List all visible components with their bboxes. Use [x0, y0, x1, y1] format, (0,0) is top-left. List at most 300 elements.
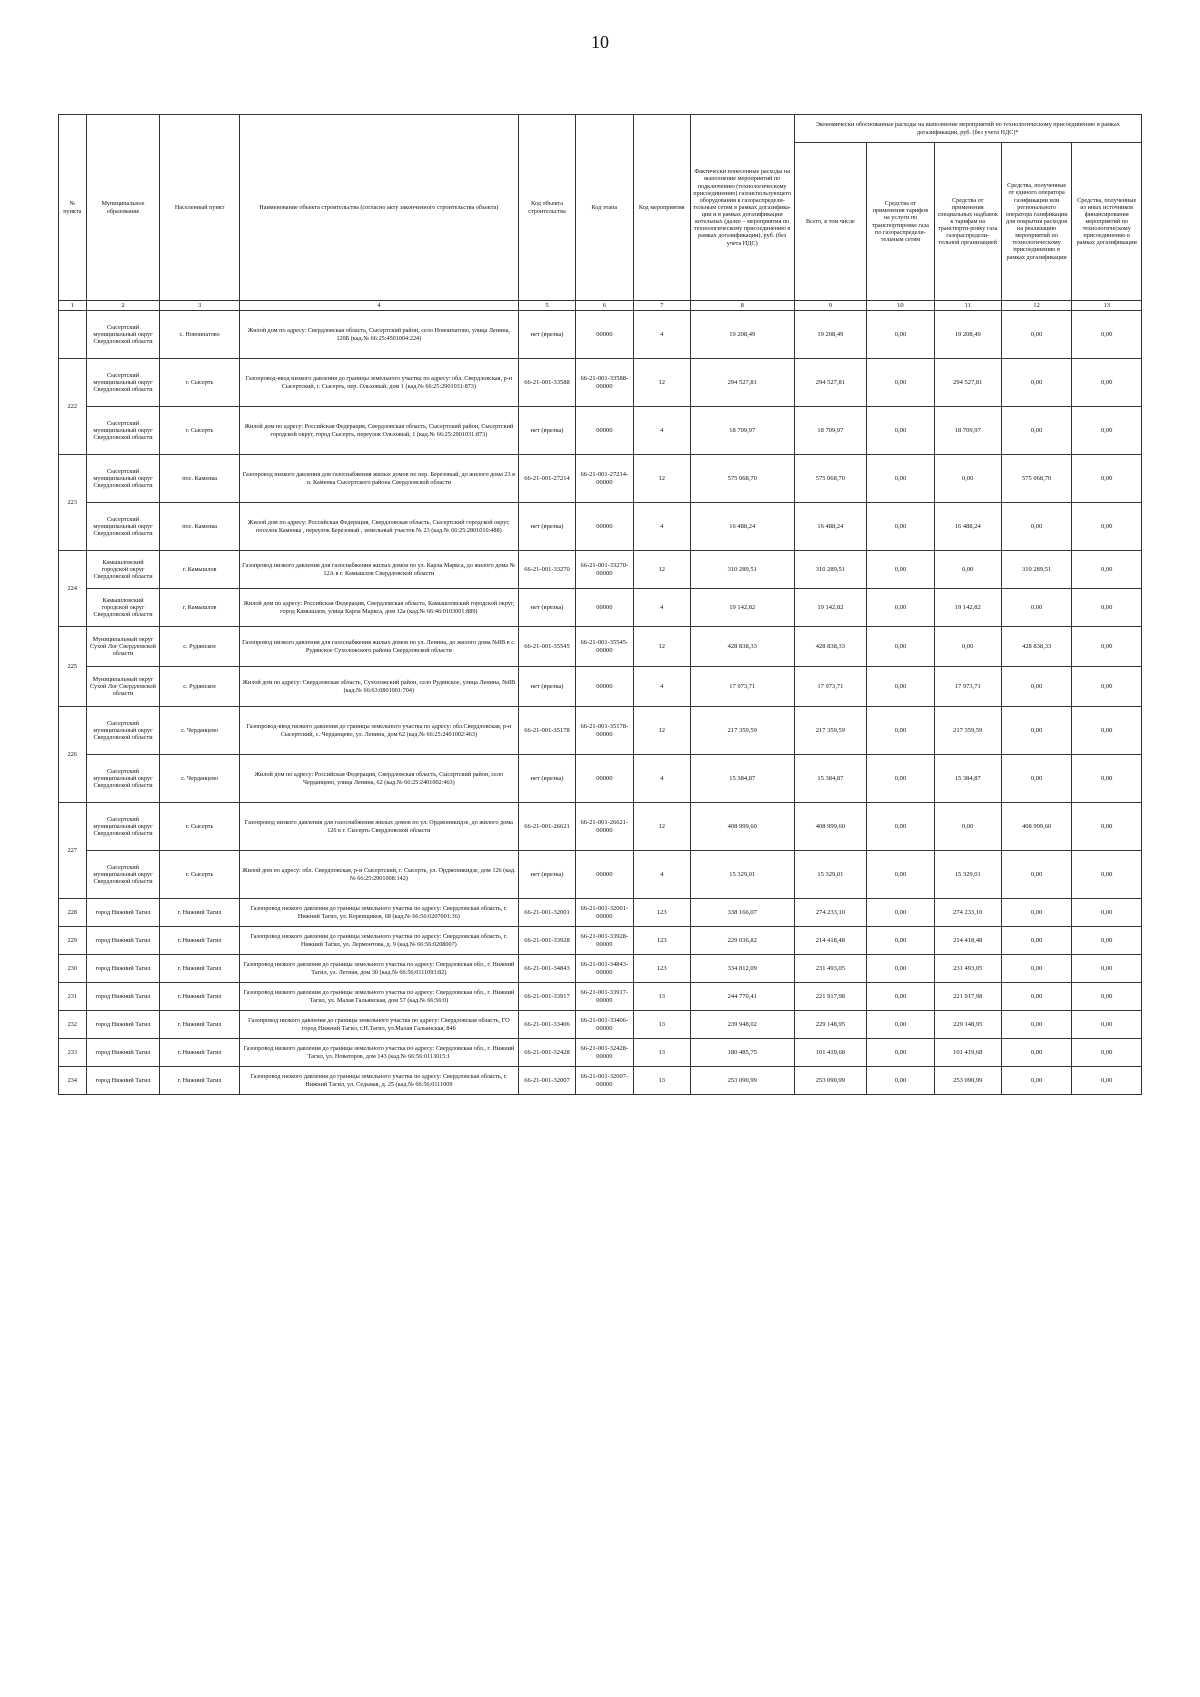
table-row: [59, 311, 1142, 359]
cell-v8: 428 838,33: [690, 627, 794, 667]
table-row: [59, 955, 1142, 983]
cell-v10: 0,00: [867, 311, 934, 359]
header-economic-group: Экономически обоснованные расходы на выполнение мероприятий по технологическому присоединению в рамках догазификации, руб. (без учета НДС)*: [794, 115, 1141, 143]
cell-ac: 123: [633, 899, 690, 927]
table-row: [59, 667, 1142, 707]
colnum: 6: [576, 301, 633, 311]
cell-v10: 0,00: [867, 899, 934, 927]
cell-obj: Газопровод низкого давления для газоснабжения жилых домов по ул. Карла Маркса, до жилого дома № 12А в г. Камышлов Свердловской области: [239, 551, 518, 589]
cell-v10: 0,00: [867, 983, 934, 1011]
row-number: 230: [59, 955, 87, 983]
cell-v12: 0,00: [1001, 899, 1072, 927]
cell-mun: Сысертский муниципальный округ Свердловской области: [86, 503, 160, 551]
cell-mun: Сысертский муниципальный округ Свердловской области: [86, 407, 160, 455]
cell-mun: Камышловский городской округ Свердловской области: [86, 589, 160, 627]
cell-v12: 428 838,33: [1001, 627, 1072, 667]
cell-set: г. Сысерть: [160, 359, 239, 407]
cell-v10: 0,00: [867, 707, 934, 755]
cell-ac: 4: [633, 755, 690, 803]
cell-ac: 13: [633, 1039, 690, 1067]
colnum: 7: [633, 301, 690, 311]
cell-ac: 4: [633, 311, 690, 359]
cell-v8: 19 142,82: [690, 589, 794, 627]
cell-oc: нет (врезка): [518, 851, 575, 899]
cell-v11: 19 142,82: [934, 589, 1001, 627]
cell-v9: 19 208,49: [794, 311, 867, 359]
row-number: 229: [59, 927, 87, 955]
cell-obj: Газопровод низкого давления до границы земельного участка по адресу: Свердловская область, г. Нижний Тагил, ул. Седьмая, д. 25 (кад.№ 66:56:0111009: [239, 1067, 518, 1095]
cell-sc: 00000: [576, 311, 633, 359]
cell-mun: Сысертский муниципальный округ Свердловской области: [86, 755, 160, 803]
cell-ac: 12: [633, 707, 690, 755]
cell-v8: 408 999,60: [690, 803, 794, 851]
colnum: 11: [934, 301, 1001, 311]
cell-v13: 0,00: [1072, 1039, 1142, 1067]
cell-ac: 13: [633, 1011, 690, 1039]
cell-set: с. Черданцево: [160, 755, 239, 803]
cell-v12: 0,00: [1001, 407, 1072, 455]
row-number: 225: [59, 627, 87, 707]
cell-v9: 231 493,05: [794, 955, 867, 983]
cell-mun: город Нижний Тагил: [86, 1039, 160, 1067]
table-row: [59, 1039, 1142, 1067]
cell-v10: 0,00: [867, 589, 934, 627]
cell-obj: Газопровод низкого давления для газоснабжения жилых домов по ул. Ленина, до жилого дома №8В в с. Рудянское Сухоложского района Свердловской области: [239, 627, 518, 667]
table-row: [59, 927, 1142, 955]
cell-sc: 00000: [576, 755, 633, 803]
cell-set: с. Черданцево: [160, 707, 239, 755]
cell-sc: 66-21-001-33270-00000: [576, 551, 633, 589]
cell-v12: 0,00: [1001, 503, 1072, 551]
table-row: [59, 551, 1142, 589]
cell-obj: Жилой дом по адресу: обл. Свердловская, р-н Сысертский, г. Сысерть, ул. Орджоникидзе, дом 126 (кад.№ 66:25:2901008:142): [239, 851, 518, 899]
cell-set: г. Сысерть: [160, 407, 239, 455]
cell-v11: 19 208,49: [934, 311, 1001, 359]
cell-v12: 0,00: [1001, 667, 1072, 707]
cell-v11: 0,00: [934, 551, 1001, 589]
header-activity-code: Код мероприятия: [633, 115, 690, 301]
cell-v8: 15 384,87: [690, 755, 794, 803]
cell-ac: 12: [633, 551, 690, 589]
cell-ac: 4: [633, 851, 690, 899]
cell-obj: Газопровод-ввод низкого давления до границы земельного участка по адресу: обл. Свердловская, р-н Сысертский, г. Сысерть, пер. Ольховый, дом 1 (кад.№ 66:25:2901031:873): [239, 359, 518, 407]
table-row: [59, 1011, 1142, 1039]
cell-v11: 0,00: [934, 455, 1001, 503]
cell-v8: 334 812,09: [690, 955, 794, 983]
table-row: [59, 899, 1142, 927]
cell-v12: 0,00: [1001, 983, 1072, 1011]
row-number: 223: [59, 455, 87, 551]
colnum: 2: [86, 301, 160, 311]
cell-set: г. Нижний Тагил: [160, 983, 239, 1011]
cell-v9: 17 973,71: [794, 667, 867, 707]
cell-v8: 575 068,70: [690, 455, 794, 503]
cell-v13: 0,00: [1072, 589, 1142, 627]
cell-oc: нет (врезка): [518, 667, 575, 707]
cell-v13: 0,00: [1072, 851, 1142, 899]
cell-v13: 0,00: [1072, 667, 1142, 707]
cell-oc: 66-21-001-32428: [518, 1039, 575, 1067]
cell-sc: 00000: [576, 667, 633, 707]
cell-oc: 66-21-001-35545: [518, 627, 575, 667]
table-row: [59, 359, 1142, 407]
cell-v8: 244 770,41: [690, 983, 794, 1011]
cell-oc: нет (врезка): [518, 755, 575, 803]
cell-obj: Газопровод низкого давления до границы земельного участка по адресу: Свердловская область, г. Нижний Тагил, ул. Лермонтова, д. 9 (кад.№ 66:56:0208007): [239, 927, 518, 955]
cell-v8: 180 485,75: [690, 1039, 794, 1067]
header-object: Наименование объекта строительства (согласно акту законченного строительства объекта): [239, 115, 518, 301]
row-number: 233: [59, 1039, 87, 1067]
cell-v9: 101 419,68: [794, 1039, 867, 1067]
cell-oc: 66-21-001-32001: [518, 899, 575, 927]
cell-sc: 66-21-001-33406-00000: [576, 1011, 633, 1039]
header-total: Всего, в том числе: [794, 143, 867, 301]
cell-v12: 408 999,60: [1001, 803, 1072, 851]
cell-v8: 338 166,07: [690, 899, 794, 927]
cell-v8: 16 488,24: [690, 503, 794, 551]
header-num: № пункта: [59, 115, 87, 301]
table-row: [59, 707, 1142, 755]
cell-v9: 310 289,51: [794, 551, 867, 589]
cell-obj: Газопровод-ввод низкого давления до границы земельного участка по адресу: обл.Свердловская, р-н Сысертский, с. Черданцево, ул. Ленина, дом 62 (кад.№ 66:25:2401002:463): [239, 707, 518, 755]
cell-v8: 239 948,02: [690, 1011, 794, 1039]
cell-v8: 294 527,81: [690, 359, 794, 407]
header-special-surcharge: Средства от применения специальных надбавок к тарифам на транспорти-ровку газа газораспредели-тельной организацией: [934, 143, 1001, 301]
column-number-row: [59, 301, 1142, 311]
cell-v9: 19 142,82: [794, 589, 867, 627]
cell-v12: 575 068,70: [1001, 455, 1072, 503]
cell-v9: 229 148,95: [794, 1011, 867, 1039]
cell-ac: 4: [633, 589, 690, 627]
cell-v11: 101 419,68: [934, 1039, 1001, 1067]
cell-v11: 229 148,95: [934, 1011, 1001, 1039]
table-row: [59, 983, 1142, 1011]
cell-v11: 17 973,71: [934, 667, 1001, 707]
cell-v10: 0,00: [867, 1067, 934, 1095]
cell-v11: 221 917,98: [934, 983, 1001, 1011]
cell-v11: 15 329,01: [934, 851, 1001, 899]
cell-sc: 00000: [576, 589, 633, 627]
cell-v8: 18 709,97: [690, 407, 794, 455]
row-number: [59, 311, 87, 359]
table-row: [59, 851, 1142, 899]
header-object-code: Код объекта строительства: [518, 115, 575, 301]
cell-obj: Жилой дом по адресу: Свердловская область, Сысертский район, село Новоипатово, улица Ленина, 120Б (кад.№ 66:25:4501004:224): [239, 311, 518, 359]
cell-v9: 18 709,97: [794, 407, 867, 455]
cell-v10: 0,00: [867, 551, 934, 589]
cell-v13: 0,00: [1072, 503, 1142, 551]
cell-v11: 18 709,97: [934, 407, 1001, 455]
cell-v11: 214 418,48: [934, 927, 1001, 955]
cell-v10: 0,00: [867, 1011, 934, 1039]
cell-sc: 00000: [576, 407, 633, 455]
cell-v10: 0,00: [867, 407, 934, 455]
cell-v9: 15 329,01: [794, 851, 867, 899]
row-number: 232: [59, 1011, 87, 1039]
cell-v12: 0,00: [1001, 589, 1072, 627]
cell-v9: 253 090,99: [794, 1067, 867, 1095]
cell-obj: Жилой дом по адресу: Российская Федерация, Свердловская область, Сысертский район, село Черданцево, улица Ленина, 62 (кад.№ 66:25:2401002:463): [239, 755, 518, 803]
cell-v11: 253 090,99: [934, 1067, 1001, 1095]
row-number: 228: [59, 899, 87, 927]
cell-mun: город Нижний Тагил: [86, 955, 160, 983]
cell-v9: 274 233,10: [794, 899, 867, 927]
row-number: 222: [59, 359, 87, 455]
cell-oc: 66-21-001-27214: [518, 455, 575, 503]
cell-oc: 66-21-001-33588: [518, 359, 575, 407]
cell-sc: 66-21-001-27214-00000: [576, 455, 633, 503]
colnum: 13: [1072, 301, 1142, 311]
header-other: Средства, полученные из иных источников финансирования мероприятий по технологическому присоединению в рамках догазификации: [1072, 143, 1142, 301]
cell-v10: 0,00: [867, 851, 934, 899]
cell-v10: 0,00: [867, 955, 934, 983]
cell-mun: город Нижний Тагил: [86, 1011, 160, 1039]
cell-sc: 66-21-001-33928-00000: [576, 927, 633, 955]
table-row: [59, 455, 1142, 503]
cell-v11: 0,00: [934, 803, 1001, 851]
cell-v11: 274 233,10: [934, 899, 1001, 927]
cell-obj: Жилой дом по адресу: Российская Федерация, Свердловская область, Сысертский городской округ, поселок Каменка , переулок Березовый , земельный участок № 23 (кад.№ 66:25:2801010:488): [239, 503, 518, 551]
cell-ac: 12: [633, 627, 690, 667]
cell-v12: 0,00: [1001, 311, 1072, 359]
header-tariff-transport: Средства от применения тарифов на услуги по транспортировке газа по газораспредели-тельным сетям: [867, 143, 934, 301]
cell-v12: 0,00: [1001, 1067, 1072, 1095]
cell-obj: Жилой дом по адресу: Российская Федерация, Свердловская область, Сысертский район, Сысертский городской округ, город Сысерть, переулок Ольховый, 1 (кад.№ 66:25:2901031:873): [239, 407, 518, 455]
cell-obj: Газопровод низкого давления до границы земельного участка по адресу: Свердловская обл., г. Нижний Тагил, ул. Новаторов, дом 143 (кад.№ 66:56:0113015:1: [239, 1039, 518, 1067]
cell-v8: 310 289,51: [690, 551, 794, 589]
colnum: 12: [1001, 301, 1072, 311]
cell-v10: 0,00: [867, 455, 934, 503]
cell-v13: 0,00: [1072, 1011, 1142, 1039]
cell-v13: 0,00: [1072, 899, 1142, 927]
cell-v12: 0,00: [1001, 955, 1072, 983]
cell-v8: 19 208,49: [690, 311, 794, 359]
cell-v13: 0,00: [1072, 707, 1142, 755]
cell-oc: 66-21-001-33406: [518, 1011, 575, 1039]
cell-mun: Сысертский муниципальный округ Свердловской области: [86, 803, 160, 851]
colnum: 3: [160, 301, 239, 311]
page-number: 10: [591, 32, 609, 52]
cell-v10: 0,00: [867, 359, 934, 407]
cell-set: пос. Каменка: [160, 503, 239, 551]
cell-mun: Сысертский муниципальный округ Свердловской области: [86, 359, 160, 407]
colnum: 5: [518, 301, 575, 311]
cell-mun: город Нижний Тагил: [86, 899, 160, 927]
cell-oc: нет (врезка): [518, 589, 575, 627]
table-row: [59, 407, 1142, 455]
header-municipality: Муниципальное образование: [86, 115, 160, 301]
cell-set: г. Нижний Тагил: [160, 1011, 239, 1039]
cell-sc: 00000: [576, 503, 633, 551]
cell-obj: Газопровод низкого давления для газоснабжения жилых домов по ул. Орджоникидзе, до жилого дома 126 в г. Сысерть Свердловской области: [239, 803, 518, 851]
cell-ac: 12: [633, 359, 690, 407]
cell-mun: город Нижний Тагил: [86, 983, 160, 1011]
cell-v9: 408 999,60: [794, 803, 867, 851]
cell-sc: 66-21-001-33917-00000: [576, 983, 633, 1011]
cell-sc: 66-21-001-32007-00000: [576, 1067, 633, 1095]
row-number: 234: [59, 1067, 87, 1095]
cell-obj: Газопровод низкого давления для газоснабжения жилых домов по пер. Березовый, до жилого дома 23 в п. Каменка Сысертского района Свердловской области: [239, 455, 518, 503]
cell-sc: 66-21-001-32001-00000: [576, 899, 633, 927]
cell-obj: Газопровод низкого давления до границы земельного участка по адресу: Свердловская обл., г. Нижний Тагил, ул. Летная, дом 30 (кад.№ 66:56:0111093:82): [239, 955, 518, 983]
cell-v9: 217 359,59: [794, 707, 867, 755]
cell-set: г. Сысерть: [160, 803, 239, 851]
cell-mun: Камышловский городской округ Свердловской области: [86, 551, 160, 589]
cell-v8: 17 973,71: [690, 667, 794, 707]
cell-set: пос. Каменка: [160, 455, 239, 503]
cell-oc: 66-21-001-33917: [518, 983, 575, 1011]
cell-mun: Муниципальный округ Сухой Лог Свердловской области: [86, 667, 160, 707]
cell-v8: 253 090,99: [690, 1067, 794, 1095]
cell-ac: 4: [633, 503, 690, 551]
colnum: 8: [690, 301, 794, 311]
cell-oc: 66-21-001-33928: [518, 927, 575, 955]
cell-v11: 16 488,24: [934, 503, 1001, 551]
cell-set: г. Сысерть: [160, 851, 239, 899]
cell-v9: 214 418,48: [794, 927, 867, 955]
cell-v13: 0,00: [1072, 927, 1142, 955]
cell-set: г. Камышлов: [160, 551, 239, 589]
cell-oc: 66-21-001-26621: [518, 803, 575, 851]
table-body: [59, 311, 1142, 1095]
cell-v8: 217 359,59: [690, 707, 794, 755]
cell-v9: 16 488,24: [794, 503, 867, 551]
cell-ac: 123: [633, 927, 690, 955]
cell-v13: 0,00: [1072, 407, 1142, 455]
cell-v9: 294 527,81: [794, 359, 867, 407]
cell-ac: 123: [633, 955, 690, 983]
cell-oc: 66-21-001-34843: [518, 955, 575, 983]
cell-set: г. Нижний Тагил: [160, 955, 239, 983]
cell-ac: 13: [633, 983, 690, 1011]
cell-v13: 0,00: [1072, 955, 1142, 983]
colnum: 4: [239, 301, 518, 311]
cell-set: с. Рудянское: [160, 667, 239, 707]
cell-set: г. Нижний Тагил: [160, 927, 239, 955]
cell-sc: 66-21-001-26621-00000: [576, 803, 633, 851]
cell-v9: 221 917,98: [794, 983, 867, 1011]
cell-oc: нет (врезка): [518, 407, 575, 455]
cell-sc: 66-21-001-35545-00000: [576, 627, 633, 667]
cell-set: г. Камышлов: [160, 589, 239, 627]
cell-sc: 66-21-001-34843-00000: [576, 955, 633, 983]
cell-v13: 0,00: [1072, 983, 1142, 1011]
table-row: [59, 503, 1142, 551]
cell-v9: 15 384,87: [794, 755, 867, 803]
cell-sc: 66-21-001-35178-00000: [576, 707, 633, 755]
cell-v10: 0,00: [867, 627, 934, 667]
cell-obj: Газопровод низкого давления до границы земельного участка по адресу: Свердловская область, ГО город Нижний Тагил, г.Н.Тагил, ул.Малая Гальянская, 84б: [239, 1011, 518, 1039]
cell-obj: Газопровод низкого давления до границы земельного участка по адресу: Свердловская область, г. Нижний Тагил, ул. Коренщиков, 68 (кад.№ 66:56:0207001:36): [239, 899, 518, 927]
cell-v11: 15 384,87: [934, 755, 1001, 803]
cell-ac: 12: [633, 455, 690, 503]
cell-v10: 0,00: [867, 503, 934, 551]
cell-v12: 0,00: [1001, 707, 1072, 755]
table-row: [59, 589, 1142, 627]
cell-ac: 13: [633, 1067, 690, 1095]
row-number: 231: [59, 983, 87, 1011]
cell-mun: Сысертский муниципальный округ Свердловской области: [86, 455, 160, 503]
header-settlement: Населенный пункт: [160, 115, 239, 301]
cell-v13: 0,00: [1072, 803, 1142, 851]
cell-v10: 0,00: [867, 927, 934, 955]
row-number: 227: [59, 803, 87, 899]
cell-v12: 0,00: [1001, 851, 1072, 899]
cell-oc: нет (врезка): [518, 503, 575, 551]
cell-mun: Сысертский муниципальный округ Свердловской области: [86, 707, 160, 755]
cell-obj: Жилой дом по адресу: Российская Федерация, Свердловская область, Камышловский городской округ, город Камышлов, улица Карла Маркса, дом 12а (кад.№ 66:46:0103001:889): [239, 589, 518, 627]
cell-v11: 231 493,05: [934, 955, 1001, 983]
cell-ac: 4: [633, 667, 690, 707]
cell-v10: 0,00: [867, 755, 934, 803]
cell-sc: 66-21-001-32428-00000: [576, 1039, 633, 1067]
cell-v10: 0,00: [867, 803, 934, 851]
cell-v13: 0,00: [1072, 311, 1142, 359]
cell-v10: 0,00: [867, 1039, 934, 1067]
cell-set: г. Нижний Тагил: [160, 1039, 239, 1067]
cell-set: с. Новоипатово: [160, 311, 239, 359]
cell-oc: 66-21-001-32007: [518, 1067, 575, 1095]
cell-v10: 0,00: [867, 667, 934, 707]
cell-v11: 294 527,81: [934, 359, 1001, 407]
colnum: 9: [794, 301, 867, 311]
cell-v12: 310 289,51: [1001, 551, 1072, 589]
cell-v12: 0,00: [1001, 359, 1072, 407]
cell-obj: Газопровод низкого давления до границы земельного участка по адресу: Свердловская обл., г. Нижний Тагил, ул. Малая Гальянская, дом 57 (кад.№ 66:56:0): [239, 983, 518, 1011]
cell-v9: 575 068,70: [794, 455, 867, 503]
tariff-table: [58, 114, 1142, 1095]
cell-oc: нет (врезка): [518, 311, 575, 359]
cell-v13: 0,00: [1072, 551, 1142, 589]
cell-v13: 0,00: [1072, 359, 1142, 407]
cell-v9: 428 838,33: [794, 627, 867, 667]
header-operator: Средства, полученные от единого оператора газификации или регионального оператора газификации для покрытия расходов на реализацию мероприятий по технологическому присоединению в рамках догазификации: [1001, 143, 1072, 301]
cell-v13: 0,00: [1072, 755, 1142, 803]
cell-sc: 66-21-001-33588-00000: [576, 359, 633, 407]
cell-v13: 0,00: [1072, 1067, 1142, 1095]
colnum: 10: [867, 301, 934, 311]
cell-mun: город Нижний Тагил: [86, 927, 160, 955]
cell-v8: 15 329,01: [690, 851, 794, 899]
cell-mun: Сысертский муниципальный округ Свердловской области: [86, 851, 160, 899]
header-stage-code: Код этапа: [576, 115, 633, 301]
cell-obj: Жилой дом по адресу: Свердловская область, Сухоложский район, село Рудянское, улица Ленина, №8В (кад.№ 66:63:0801001:704): [239, 667, 518, 707]
cell-v12: 0,00: [1001, 1039, 1072, 1067]
cell-oc: 66-21-001-33270: [518, 551, 575, 589]
cell-oc: 66-21-001-35178: [518, 707, 575, 755]
cell-v12: 0,00: [1001, 1011, 1072, 1039]
table-row: [59, 1067, 1142, 1095]
header-actual-costs: Фактически понесенные расходы на выполнение мероприятий по подключению (технологическому присоединению) газоиспользующего оборудования к газораспредели-тельным сетям в рамках догазифика-ции и в рамках догазификации котельных (далее – мероприятия по технологическому присоединению в рамках догазификации), руб. (без учета НДС): [690, 115, 794, 301]
cell-ac: 12: [633, 803, 690, 851]
colnum: 1: [59, 301, 87, 311]
cell-v13: 0,00: [1072, 455, 1142, 503]
cell-set: г. Нижний Тагил: [160, 1067, 239, 1095]
cell-v12: 0,00: [1001, 927, 1072, 955]
cell-set: г. Нижний Тагил: [160, 899, 239, 927]
cell-mun: Сысертский муниципальный округ Свердловской области: [86, 311, 160, 359]
row-number: 226: [59, 707, 87, 803]
cell-mun: город Нижний Тагил: [86, 1067, 160, 1095]
cell-sc: 00000: [576, 851, 633, 899]
cell-v8: 229 036,82: [690, 927, 794, 955]
cell-v12: 0,00: [1001, 755, 1072, 803]
cell-v11: 0,00: [934, 627, 1001, 667]
cell-mun: Муниципальный округ Сухой Лог Свердловской области: [86, 627, 160, 667]
table-row: [59, 627, 1142, 667]
cell-v13: 0,00: [1072, 627, 1142, 667]
row-number: 224: [59, 551, 87, 627]
